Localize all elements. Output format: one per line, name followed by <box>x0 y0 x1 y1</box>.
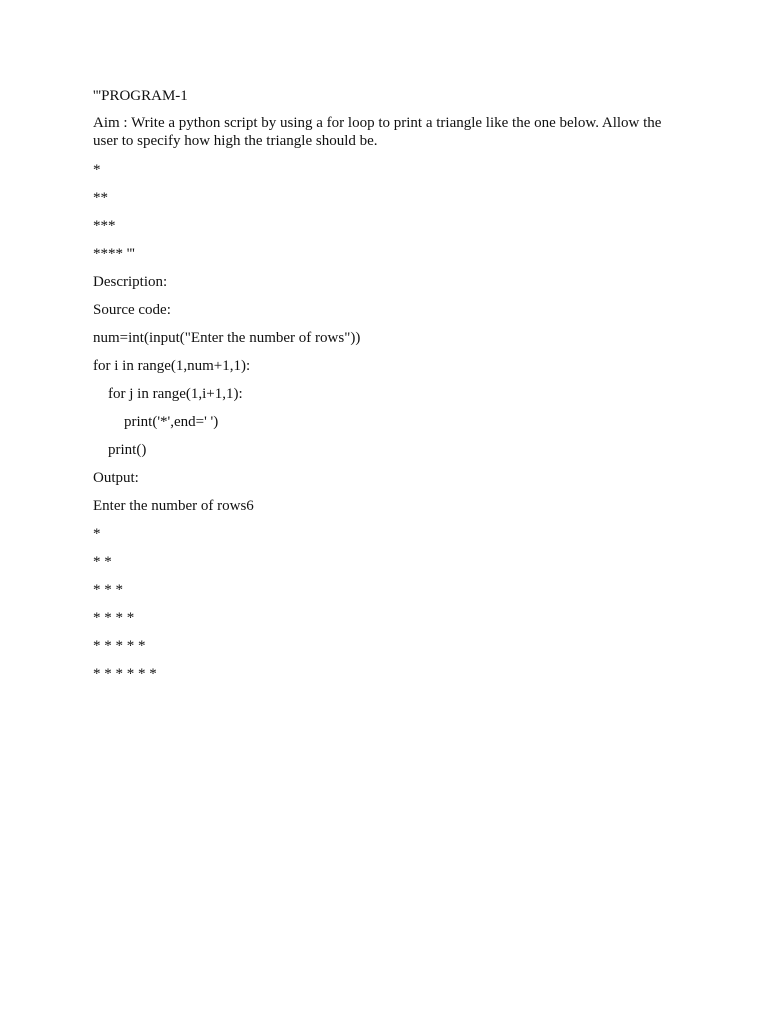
description-label: Description: <box>93 274 168 290</box>
output-line-3: * * * <box>93 582 123 598</box>
aim-paragraph: Aim : Write a python script by using a for loop to print a triangle like the one below. Allow the user to specify how high the triangle should be. <box>93 115 662 149</box>
source-code-label: Source code: <box>93 302 171 318</box>
code-line-4: print('*',end=' ') <box>124 414 219 430</box>
code-line-1: num=int(input("Enter the number of rows")) <box>93 330 361 346</box>
example-triangle-line-2: ** <box>93 190 108 206</box>
program-header: '''PROGRAM-1 <box>93 88 188 104</box>
output-prompt: Enter the number of rows6 <box>93 498 254 514</box>
document-page <box>93 86 683 692</box>
output-line-6: * * * * * * <box>93 666 157 682</box>
example-triangle-line-3: *** <box>93 218 116 234</box>
output-line-2: * * <box>93 554 112 570</box>
output-label: Output: <box>93 470 139 486</box>
code-line-3: for j in range(1,i+1,1): <box>108 386 243 402</box>
code-line-2: for i in range(1,num+1,1): <box>93 358 251 374</box>
code-line-5: print() <box>108 442 147 458</box>
output-line-1: * <box>93 526 101 542</box>
example-triangle-line-1: * <box>93 162 101 178</box>
example-triangle-line-4: **** ''' <box>93 246 135 262</box>
output-line-5: * * * * * <box>93 638 146 654</box>
output-line-4: * * * * <box>93 610 135 626</box>
